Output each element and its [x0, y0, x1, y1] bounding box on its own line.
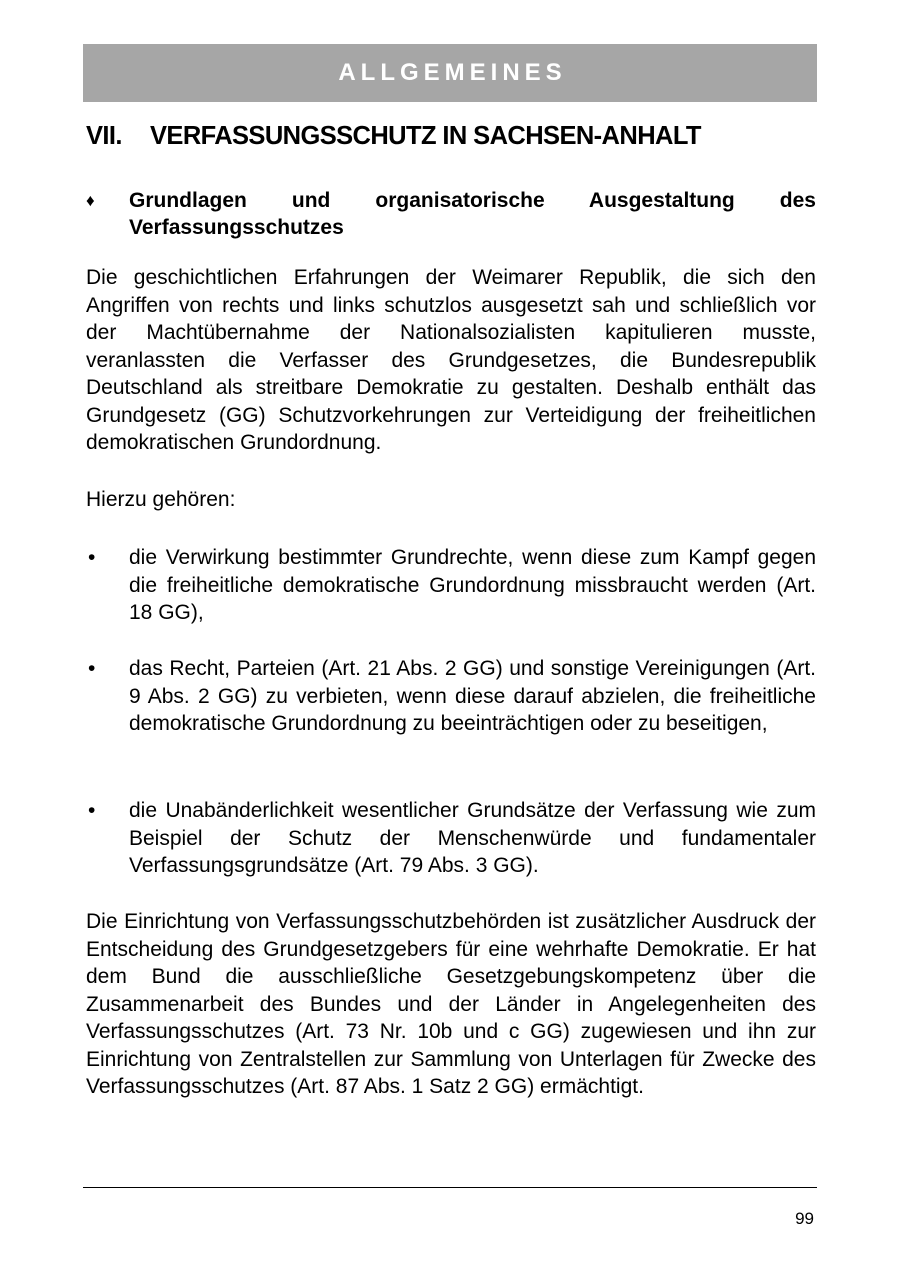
diamond-bullet-icon: ♦: [86, 191, 95, 210]
intro-paragraph: Die geschichtlichen Erfahrungen der Weimarer Republik, die sich den Angriffen von rechts und links schutzlos ausgesetzt sah und schließlich vor der Machtübernahme der Nationalsozialisten kapitulieren musste, veranlassten die Verfasser des Grundgesetzes, die Bundesrepublik Deutschland als streitbare Demokratie zu gestalten. Deshalb enthält das Grundgesetz (GG) Schutzvorkehrungen zur Verteidigung der freiheitlichen demokratischen Grundordnung.: [86, 266, 816, 454]
bullet-dot-icon: •: [88, 799, 96, 822]
subsection-title: Grundlagen und organisatorische Ausgestaltung des Verfassungsschutzes: [129, 189, 816, 239]
bullet-dot-icon: •: [88, 657, 96, 680]
list-item: [86, 797, 816, 880]
bullet-dot-icon: •: [88, 546, 96, 569]
list-item-text: das Recht, Parteien (Art. 21 Abs. 2 GG) und sonstige Vereinigungen (Art. 9 Abs. 2 GG) zu verbieten, wenn diese darauf abzielen, die freiheitliche demokratische Grundordnung zu beeinträchtigen oder zu beseitigen,: [129, 657, 816, 735]
chapter-number: VII.: [86, 122, 122, 150]
list-item-text: die Unabänderlichkeit wesentlicher Grundsätze der Verfassung wie zum Beispiel der Schutz der Menschenwürde und fundamentaler Verfassungsgrundsätze (Art. 79 Abs. 3 GG).: [129, 799, 816, 877]
subsection-heading: [86, 187, 816, 241]
chapter-heading: [86, 122, 701, 151]
list-item-text: die Verwirkung bestimmter Grundrechte, wenn diese zum Kampf gegen die freiheitliche demokratische Grundordnung missbraucht werden (Art. 18 GG),: [129, 546, 816, 624]
footer-divider: [83, 1187, 817, 1188]
list-item: [86, 544, 816, 627]
chapter-title: VERFASSUNGSSCHUTZ IN SACHSEN-ANHALT: [150, 122, 701, 150]
list-item: [86, 655, 816, 738]
banner-label: ALLGEMEINES: [338, 59, 567, 86]
page-number: 99: [795, 1209, 814, 1228]
closing-paragraph: Die Einrichtung von Verfassungsschutzbehörden ist zusätzlicher Ausdruck der Entscheidung des Grundgesetzgebers für eine wehrhafte Demokratie. Er hat dem Bund die ausschließliche Gesetzgebungskompetenz über die Zusammenarbeit des Bundes und der Länder in Angelegenheiten des Verfassungsschutzes (Art. 73 Nr. 10b und c GG) zugewiesen und ihn zur Einrichtung von Zentralstellen zur Sammlung von Unterlagen für Zwecke des Verfassungsschutzes (Art. 87 Abs. 1 Satz 2 GG) ermächtigt.: [86, 910, 816, 1098]
lead-paragraph: Hierzu gehören:: [86, 488, 236, 511]
section-banner: [83, 44, 817, 102]
